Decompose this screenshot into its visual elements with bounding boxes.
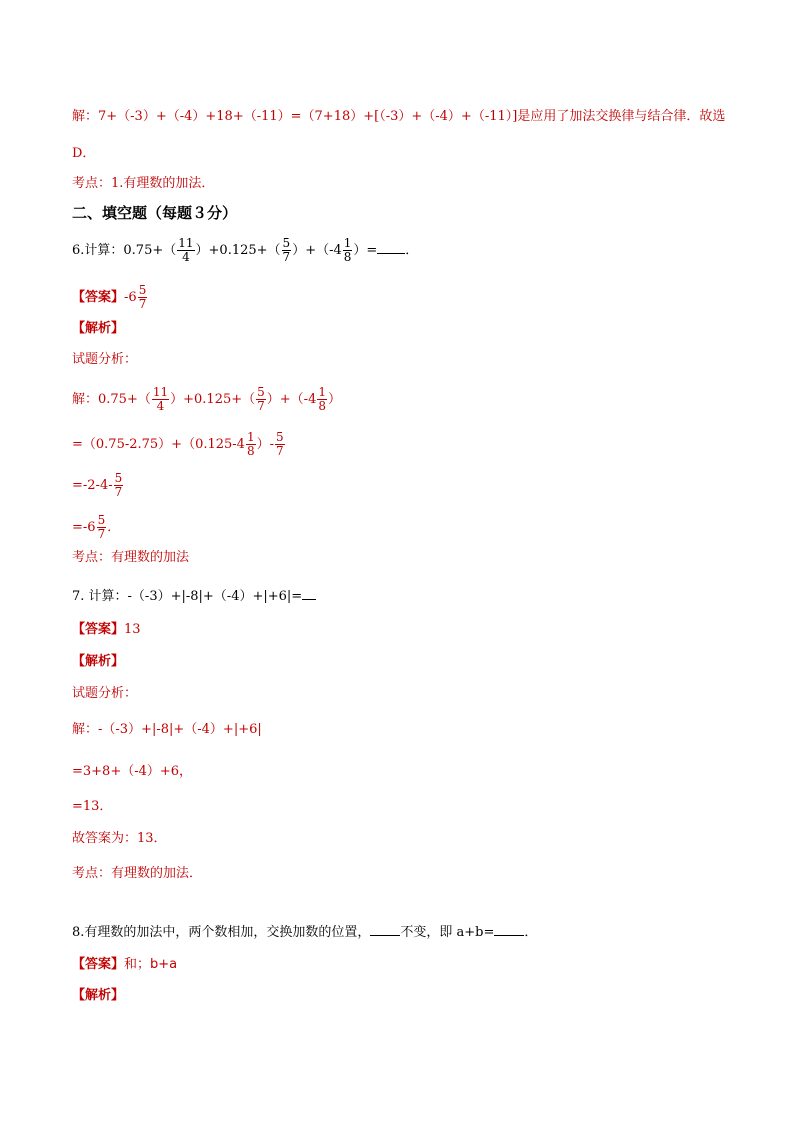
q6-text-d: ）= [353,243,378,258]
q7-answer-blank [302,599,316,600]
q6-s2-f1-den: 8 [246,444,255,458]
q6-answer-num: 5 [138,283,147,297]
q6-fraction-3 [343,237,353,264]
q6-s2-fraction-1 [246,431,256,458]
q7-question-text: 7. 计算：-（-3）+|-8|+（-4）+|+6|= [72,589,303,604]
q7-step-4: 故答案为：13． [72,831,167,846]
q7-answer-value: 13 [124,622,141,637]
q7-step-2: =3+8+（-4）+6， [72,764,193,779]
q6-f1-den: 4 [182,250,190,264]
q7-question [72,589,316,605]
q6-text-b: ）+0.125+（ [195,243,281,258]
q6-text-c: ）+（-4 [292,243,342,258]
q6-fraction-2 [282,237,292,264]
q6-step-4 [72,514,120,541]
q8-answer-value: 和；b+a [124,957,178,972]
q6-answer-int: -6 [124,290,137,305]
q6-s4-a: =-6 [72,520,96,535]
q8-question [72,925,537,941]
q8-text-b: 不变，即 a+b= [400,925,495,940]
q6-s2-fraction-2 [275,431,285,458]
q6-s1-f1-den: 4 [156,399,165,413]
q6-s1-d: ） [327,392,341,407]
q8-text-a: 8.有理数的加法中，两个数相加，交换加数的位置， [72,925,371,940]
q6-answer-label: 【答案】 [72,290,125,305]
q6-fraction-1 [177,237,194,264]
q6-s4-end: ． [107,520,121,535]
q6-f2-num: 5 [282,236,291,250]
q6-s2-a: =（0.75-2.75）+（0.125-4 [72,437,245,452]
q5-solution-line1: 解：7+（-3）+（-4）+18+（-11）=（7+18）+[（-3）+（-4）+（-11）]是应用了加法交换律与结合律．故选 [72,109,726,124]
q8-answer-label: 【答案】 [72,957,125,972]
q8-text-end: ． [524,925,538,940]
q7-answer [72,622,141,638]
q6-s2-f2-den: 7 [276,444,284,458]
q7-answer-label: 【答案】 [72,622,125,637]
q7-analysis-intro: 试题分析： [72,686,138,701]
q6-s1-fraction-1 [152,386,169,413]
q6-s2-f1-num: 1 [246,430,255,444]
q6-analysis-intro: 试题分析： [72,352,138,367]
q6-kaodian: 考点：有理数的加法 [72,550,190,565]
q6-s1-b: ）+0.125+（ [170,392,256,407]
q6-s1-f3-den: 8 [318,399,326,413]
q6-f1-num: 11 [178,236,194,250]
q6-answer-blank [377,253,405,254]
q6-s2-f2-num: 5 [276,430,284,444]
q8-blank-1 [370,935,400,936]
q6-s3-a: =-2-4- [72,478,113,493]
q6-f3-den: 8 [343,250,352,264]
q6-s1-f1-num: 11 [152,385,169,399]
q6-answer [72,284,148,311]
q6-step-2 [72,431,286,458]
q6-s3-f-den: 7 [114,485,123,499]
q6-step-1 [72,386,341,413]
q6-answer-fraction [138,284,148,311]
q8-analysis-label: 【解析】 [72,988,125,1003]
q6-s1-f2-den: 7 [257,399,265,413]
section-title: 二、填空题（每题３分） [72,204,238,222]
q6-s1-c: ）+（-4 [266,392,317,407]
q5-solution-line2: D． [72,146,96,161]
q5-kaodian: 考点：1.有理数的加法． [72,176,215,191]
q6-s2-b: ）- [256,437,274,452]
q7-analysis-label: 【解析】 [72,654,125,669]
q6-s1-fraction-3 [317,386,327,413]
q6-s4-f-num: 5 [97,513,106,527]
q7-step-3: =13． [72,799,113,814]
q7-kaodian: 考点：有理数的加法． [72,866,203,881]
q6-step-3 [72,472,124,499]
q6-question [72,237,418,264]
q6-s4-f-den: 7 [97,527,106,541]
q6-f2-den: 7 [282,250,291,264]
q6-s1-f3-num: 1 [318,385,326,399]
q6-s1-f2-num: 5 [257,385,265,399]
q6-text-a: 6.计算：0.75+（ [72,243,177,258]
q6-s1-fraction-2 [256,386,266,413]
q6-answer-den: 7 [138,297,147,311]
q6-f3-num: 1 [343,236,352,250]
q6-s4-fraction [97,514,107,541]
q6-text-end: ． [405,243,419,258]
q6-analysis-label: 【解析】 [72,321,125,336]
q6-s1-a: 解：0.75+（ [72,392,151,407]
q6-s3-f-num: 5 [114,471,123,485]
q6-s3-fraction [114,472,124,499]
q7-step-1: 解：-（-3）+|-8|+（-4）+|+6| [72,722,262,737]
q8-blank-2 [494,935,524,936]
q8-answer [72,957,177,973]
